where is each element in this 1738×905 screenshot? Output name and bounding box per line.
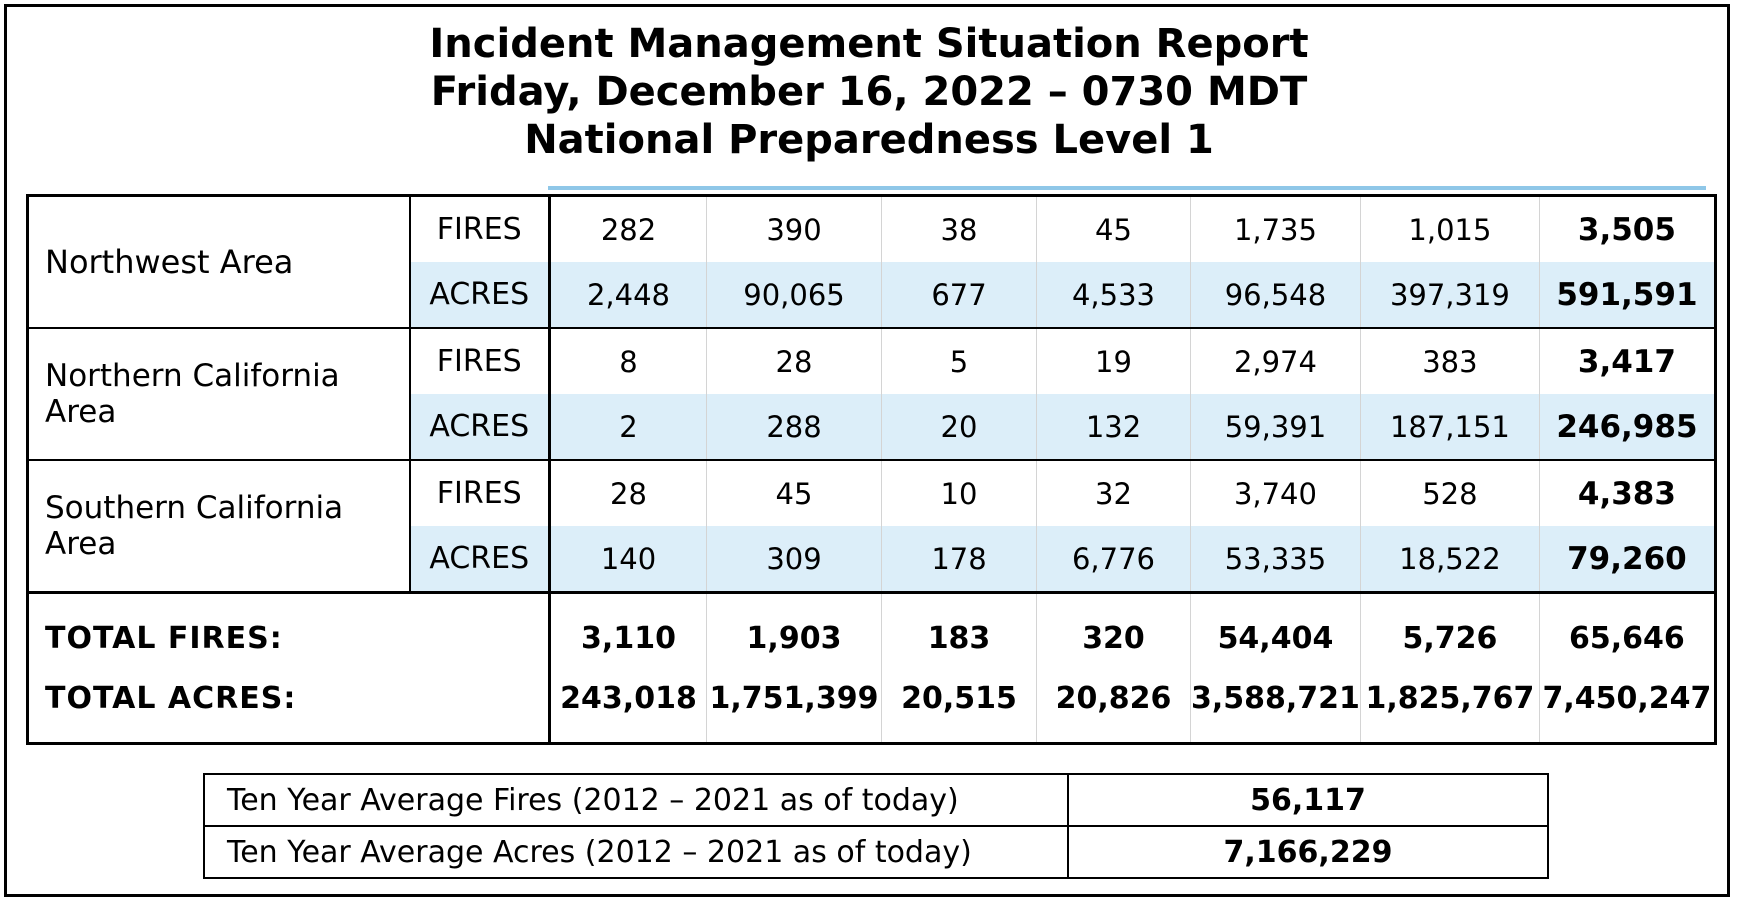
total-cell: 20,515 <box>882 668 1037 744</box>
total-cell: 3,588,721 <box>1191 668 1361 744</box>
total-cell: 183 <box>882 593 1037 669</box>
table-cell: 528 <box>1360 460 1539 526</box>
table-cell: 59,391 <box>1191 394 1361 460</box>
grand-total-cell: 7,450,247 <box>1539 668 1715 744</box>
table-cell: 28 <box>610 476 647 511</box>
table-cell: 96,548 <box>1191 262 1361 328</box>
metric-label: ACRES <box>410 526 550 593</box>
area-name: Northwest Area <box>28 196 410 329</box>
table-cell: 18,522 <box>1360 526 1539 593</box>
table-cell: 20 <box>882 394 1037 460</box>
table-cell: 6,776 <box>1037 526 1191 593</box>
table-row <box>28 460 1716 526</box>
area-name: Southern California Area <box>28 460 410 593</box>
total-fires-label: TOTAL FIRES: <box>28 593 550 669</box>
ten-year-acres-label: Ten Year Average Acres (2012 – 2021 as of today) <box>204 826 1068 878</box>
table-cell: 8 <box>619 344 638 379</box>
area-statistics-table <box>26 194 1717 745</box>
row-total-cell: 246,985 <box>1539 394 1715 460</box>
table-cell: 2 <box>550 394 707 460</box>
table-row <box>204 774 1548 826</box>
table-cell: 1,015 <box>1360 196 1539 263</box>
table-cell: 288 <box>707 394 882 460</box>
metric-label: FIRES <box>410 196 550 263</box>
table-cell: 53,335 <box>1191 526 1361 593</box>
table-cell: 45 <box>1037 196 1191 263</box>
metric-label: ACRES <box>410 394 550 460</box>
totals-acres-row <box>28 668 1716 744</box>
row-total-cell: 79,260 <box>1539 526 1715 593</box>
ten-year-acres-value: 7,166,229 <box>1068 826 1548 878</box>
grand-total-cell: 65,646 <box>1539 593 1715 669</box>
total-cell: 1,825,767 <box>1360 668 1539 744</box>
ten-year-fires-value: 56,117 <box>1068 774 1548 826</box>
table-row <box>28 328 1716 394</box>
total-cell: 20,826 <box>1037 668 1191 744</box>
table-cell: 677 <box>882 262 1037 328</box>
table-cell: 390 <box>707 196 882 263</box>
table-row <box>28 196 1716 263</box>
table-cell: 282 <box>600 212 657 247</box>
table-cell: 4,533 <box>1037 262 1191 328</box>
table-cell: 5 <box>882 328 1037 394</box>
total-cell: 54,404 <box>1191 593 1361 669</box>
table-cell: 309 <box>707 526 882 593</box>
total-cell: 243,018 <box>560 680 697 716</box>
table-cell: 3,740 <box>1191 460 1361 526</box>
table-cell: 90,065 <box>707 262 882 328</box>
row-total-cell: 4,383 <box>1539 460 1715 526</box>
report-title: Incident Management Situation Report <box>429 21 1309 67</box>
table-cell: 132 <box>1037 394 1191 460</box>
total-acres-label: TOTAL ACRES: <box>28 668 550 744</box>
table-row <box>204 826 1548 878</box>
row-total-cell: 3,417 <box>1539 328 1715 394</box>
total-cell: 3,110 <box>581 620 676 656</box>
table-cell: 140 <box>550 526 707 593</box>
report-header <box>0 20 1738 164</box>
table-cell: 19 <box>1037 328 1191 394</box>
table-cell: 187,151 <box>1360 394 1539 460</box>
table-cell: 178 <box>882 526 1037 593</box>
table-cell: 45 <box>707 460 882 526</box>
ten-year-average-table <box>203 773 1549 879</box>
table-cell: 1,735 <box>1191 196 1361 263</box>
accent-strip <box>548 186 1706 190</box>
table-cell: 397,319 <box>1360 262 1539 328</box>
table-cell: 10 <box>882 460 1037 526</box>
table-cell: 2,974 <box>1191 328 1361 394</box>
ten-year-fires-label: Ten Year Average Fires (2012 – 2021 as of today) <box>204 774 1068 826</box>
preparedness-level: National Preparedness Level 1 <box>524 117 1214 163</box>
totals-fires-row <box>28 593 1716 669</box>
metric-label: FIRES <box>410 328 550 394</box>
total-cell: 1,903 <box>707 593 882 669</box>
total-cell: 1,751,399 <box>707 668 882 744</box>
total-cell: 5,726 <box>1360 593 1539 669</box>
area-rows <box>28 196 1716 744</box>
metric-label: FIRES <box>410 460 550 526</box>
table-cell: 38 <box>882 196 1037 263</box>
area-name: Northern California Area <box>28 328 410 460</box>
table-cell: 2,448 <box>550 262 707 328</box>
table-cell: 28 <box>707 328 882 394</box>
row-total-cell: 591,591 <box>1539 262 1715 328</box>
report-date: Friday, December 16, 2022 – 0730 MDT <box>430 69 1308 115</box>
row-total-cell: 3,505 <box>1539 196 1715 263</box>
total-cell: 320 <box>1037 593 1191 669</box>
table-cell: 32 <box>1037 460 1191 526</box>
table-cell: 383 <box>1360 328 1539 394</box>
metric-label: ACRES <box>410 262 550 328</box>
